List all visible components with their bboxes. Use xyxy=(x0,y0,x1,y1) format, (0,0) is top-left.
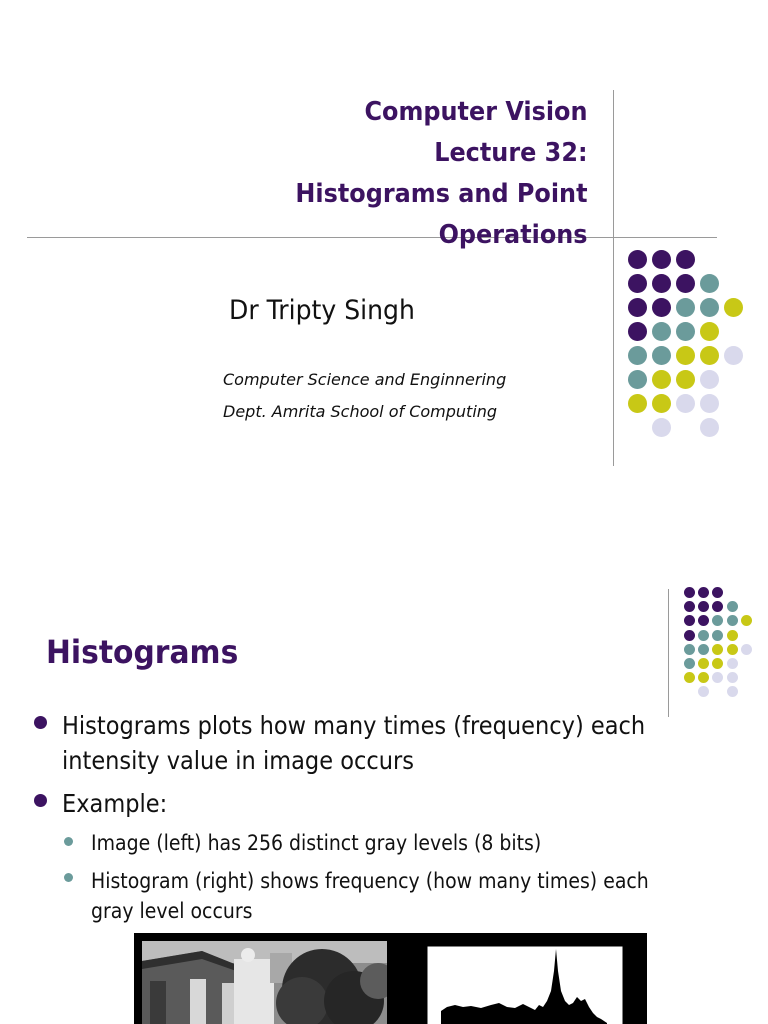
decorative-dot xyxy=(727,672,738,683)
decorative-dot xyxy=(628,274,647,293)
bullet-marker xyxy=(34,716,47,729)
decorative-dot xyxy=(652,322,671,341)
decorative-dot xyxy=(628,322,647,341)
decorative-dot xyxy=(727,686,738,697)
bullet-text xyxy=(62,786,167,821)
decorative-dot xyxy=(727,658,738,669)
decorative-dot xyxy=(712,672,723,683)
subbullet-line: Image (left) has 256 distinct gray levels (8 bits) xyxy=(91,831,542,855)
subbullet-marker xyxy=(64,837,73,846)
decorative-dot xyxy=(698,587,709,598)
title-line: Lecture 32: xyxy=(434,138,588,168)
decorative-dot xyxy=(724,298,743,317)
decorative-dot xyxy=(712,615,723,626)
vertical-rule xyxy=(613,90,614,466)
slide-heading: Histograms xyxy=(46,633,239,671)
subbullet-marker xyxy=(64,873,73,882)
decorative-dot xyxy=(727,615,738,626)
decorative-dot xyxy=(712,630,723,641)
bullet-line: Histograms plots how many times (frequency) each xyxy=(62,711,646,740)
decorative-dot xyxy=(652,370,671,389)
decorative-dot xyxy=(684,601,695,612)
grayscale-photo xyxy=(142,941,387,1024)
affiliation-school: Dept. Amrita School of Computing xyxy=(223,402,498,421)
decorative-dot xyxy=(676,370,695,389)
title-line: Operations xyxy=(439,220,588,250)
bullet-text xyxy=(62,708,645,778)
decorative-dot xyxy=(727,601,738,612)
decorative-dot xyxy=(684,587,695,598)
decorative-dot xyxy=(698,615,709,626)
decorative-dot xyxy=(652,394,671,413)
decorative-dot xyxy=(698,658,709,669)
decorative-dot xyxy=(628,394,647,413)
decorative-dot xyxy=(741,644,752,655)
decorative-dot xyxy=(712,658,723,669)
decorative-dot xyxy=(700,418,719,437)
decorative-dot xyxy=(712,587,723,598)
title-line: Computer Vision xyxy=(364,97,588,127)
histograms-slide xyxy=(0,532,768,1024)
slide-title xyxy=(296,92,588,256)
histogram-plot xyxy=(411,941,637,1024)
decorative-dot xyxy=(684,644,695,655)
decorative-dot xyxy=(684,630,695,641)
decorative-dot xyxy=(652,250,671,269)
histogram-illustration xyxy=(411,941,637,1024)
affiliation-department: Computer Science and Enginnering xyxy=(223,370,507,389)
decorative-dot xyxy=(652,418,671,437)
decorative-dot xyxy=(727,644,738,655)
decorative-dot xyxy=(712,601,723,612)
subbullet-text xyxy=(91,866,649,926)
decorative-dot xyxy=(698,672,709,683)
subbullet-text xyxy=(91,828,541,858)
decorative-dot xyxy=(676,274,695,293)
subbullet-line: gray level occurs xyxy=(91,899,253,923)
decorative-dot xyxy=(628,370,647,389)
decorative-dot xyxy=(698,686,709,697)
decorative-dot xyxy=(676,346,695,365)
decorative-dot xyxy=(676,394,695,413)
decorative-dot xyxy=(684,615,695,626)
decorative-dot xyxy=(628,298,647,317)
decorative-dot xyxy=(676,250,695,269)
decorative-dot xyxy=(700,394,719,413)
decorative-dot xyxy=(700,346,719,365)
decorative-dot xyxy=(698,601,709,612)
decorative-dot xyxy=(700,298,719,317)
author-name: Dr Tripty Singh xyxy=(229,295,415,326)
bullet-line: intensity value in image occurs xyxy=(62,746,414,775)
decorative-dot xyxy=(684,672,695,683)
decorative-dot xyxy=(741,615,752,626)
decorative-dot xyxy=(652,346,671,365)
decorative-dot xyxy=(628,250,647,269)
decorative-dot xyxy=(698,630,709,641)
decorative-dot xyxy=(628,346,647,365)
bullet-marker xyxy=(34,794,47,807)
title-line: Histograms and Point xyxy=(295,179,588,209)
decorative-dot xyxy=(652,274,671,293)
photo-illustration xyxy=(142,941,387,1024)
decorative-dot xyxy=(700,274,719,293)
vertical-rule xyxy=(668,589,669,717)
subbullet-line: Histogram (right) shows frequency (how many times) each xyxy=(91,869,649,893)
bullet-line: Example: xyxy=(62,789,168,818)
decorative-dot xyxy=(684,658,695,669)
decorative-dot xyxy=(698,644,709,655)
decorative-dot xyxy=(676,322,695,341)
decorative-dot xyxy=(727,630,738,641)
decorative-dot xyxy=(700,370,719,389)
decorative-dot xyxy=(724,346,743,365)
example-figure xyxy=(134,933,647,1024)
decorative-dot xyxy=(676,298,695,317)
decorative-dot xyxy=(712,644,723,655)
decorative-dot xyxy=(700,322,719,341)
decorative-dot xyxy=(652,298,671,317)
